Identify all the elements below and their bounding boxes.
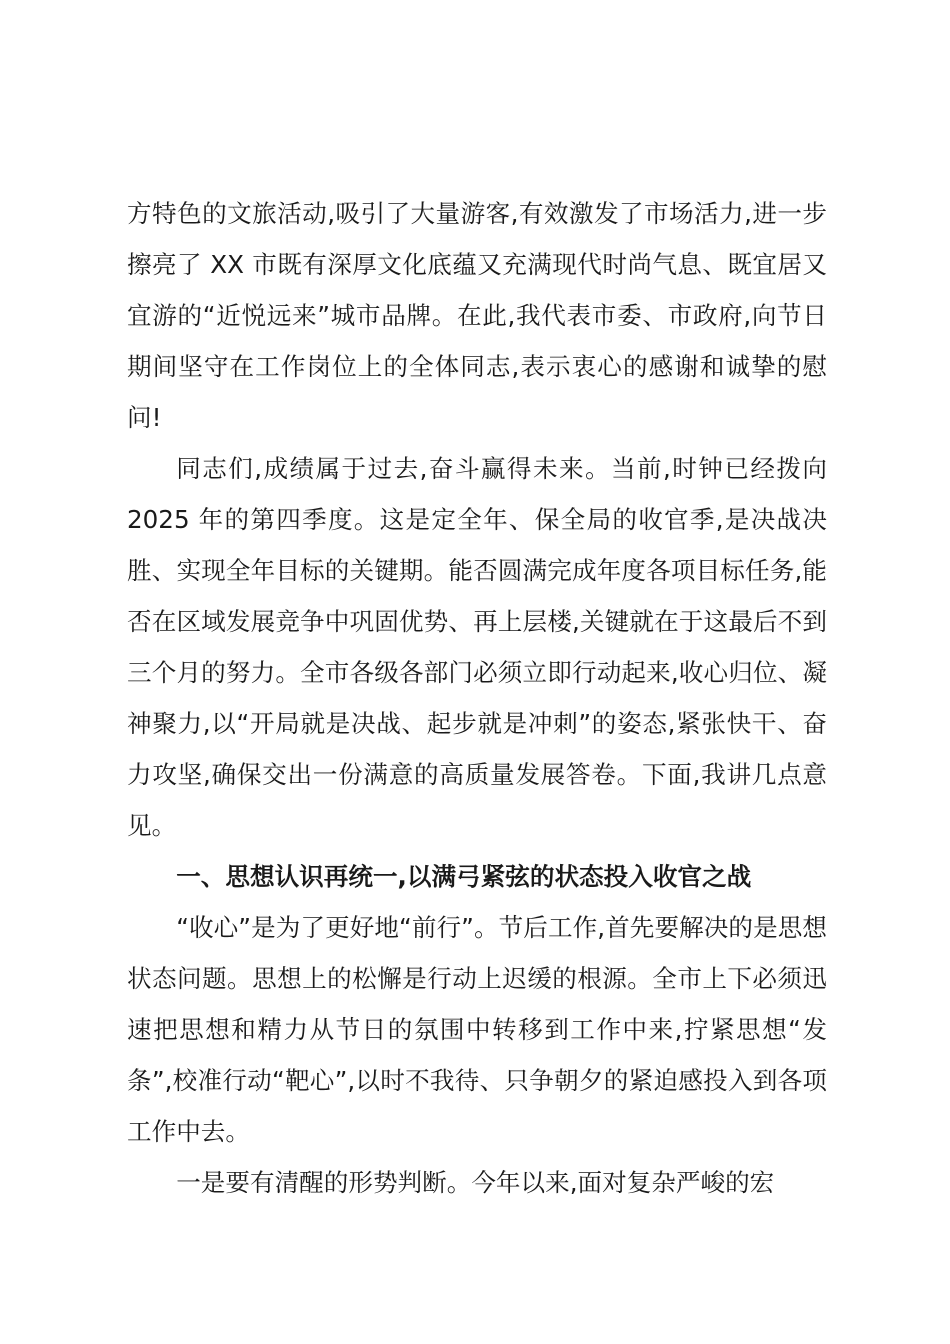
section-heading-1: 一、思想认识再统一,以满弓紧弦的状态投入收官之战 xyxy=(176,862,752,891)
paragraph-2: 同志们,成绩属于过去,奋斗赢得未来。当前,时钟已经拨向 2025 年的第四季度。这是定全年、保全局的收官季,是决战决胜、实现全年目标的关键期。能否圆满完成年度各项目标任务,能否在区域发展竞争中巩固优势、再上层楼,关键就在于这最后不到三个月的努力。全市各级各部门必须立即行动起来,收心归位、凝神聚力,以“开局就是决战、起步就是冲刺”的姿态,紧张快干、奋力攻坚,确保交出一份满意的高质量发展答卷。下面,我讲几点意见。 xyxy=(127,454,827,840)
paragraph-4: 一是要有清醒的形势判断。今年以来,面对复杂严峻的宏 xyxy=(176,1168,775,1197)
paragraph-1: 方特色的文旅活动,吸引了大量游客,有效激发了市场活力,进一步擦亮了 XX 市既有深厚文化底蕴又充满现代时尚气息、既宜居又宜游的“近悦远来”城市品牌。在此,我代表市委、市政府,向节日期间坚守在工作岗位上的全体同志,表示衷心的感谢和诚挚的慰问! xyxy=(127,199,827,432)
document-body xyxy=(127,188,827,1208)
paragraph-3: “收心”是为了更好地“前行”。节后工作,首先要解决的是思想状态问题。思想上的松懈是行动上迟缓的根源。全市上下必须迅速把思想和精力从节日的氛围中转移到工作中来,拧紧思想“发条”,校准行动“靶心”,以时不我待、只争朝夕的紧迫感投入到各项工作中去。 xyxy=(127,913,827,1146)
